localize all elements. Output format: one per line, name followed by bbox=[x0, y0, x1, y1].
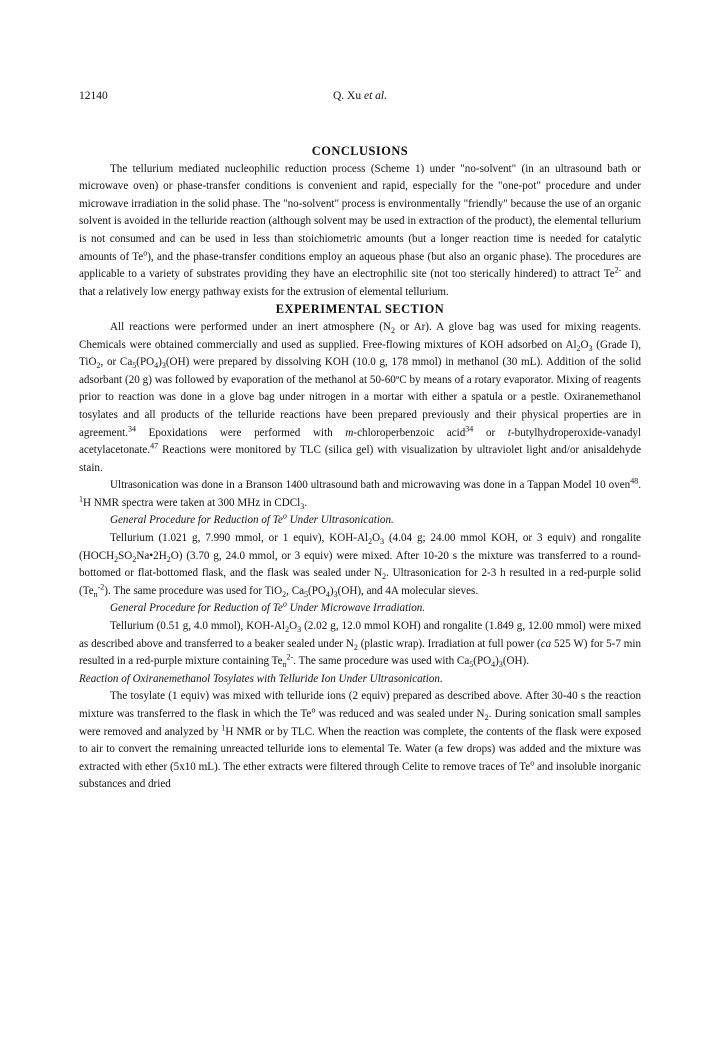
subhead-tosylates: Reaction of Oxiranemethanol Tosylates with Telluride Ion Under Ultrasonication. bbox=[79, 672, 443, 685]
experimental-paragraph-1: All reactions were performed under an inert atmosphere ($N_2$ or Ar). A glove bag was used for mixing reagents. Chemicals were obtained commercially and used as supplied. Free-flowing mixtures of KOH adsorbed on $Al_2O_3$ (Grade I), TiO$_2$, or $Ca_5(PO_4)_3(OH)$ were prepared by dissolving KOH (10.0 g, 178 mmol) in methanol (30 mL). Addition of the solid adsorbant (20 g) was followed by evaporation of the methanol at 50-60ºC by means of a rotary evaporator. Mixing of reagents prior to reaction was done in a glove bag under nitrogen in a mortar with either a spatula or a pestle. Oxiranemethanol tosylates and all products of the telluride reactions have been prepared previously and their physical properties are in agreement.$^{34}$ Epoxidations were performed with m-chloroperbenzoic acid$^{34}$ or t-butylhydroperoxide-vanadyl acetylacetonate.$^{47}$ Reactions were monitored by TLC (silica gel) with visualization by ultraviolet light and/or anisaldehyde stain. bbox=[79, 320, 641, 474]
running-head-etal: et al. bbox=[364, 90, 387, 102]
page-header bbox=[79, 90, 641, 110]
subhead-ultrasonication-text: General Procedure for Reduction of Te bbox=[110, 514, 283, 527]
subhead-microwave-text: General Procedure for Reduction of Te bbox=[110, 602, 283, 615]
subhead-ultrasonication: General Procedure for Reduction of Te$^o$ Under Ultrasonication. bbox=[110, 511, 394, 527]
page-number: 12140 bbox=[79, 90, 108, 102]
running-head-author: Q. Xu bbox=[333, 90, 362, 102]
experimental-paragraph-2: Ultrasonication was done in a Branson 1400 ultrasound bath and microwaving was done in a Tappan Model 10 oven$^{48}$. $^1$H NMR spectra were taken at 300 MHz in CDCl$_3$. bbox=[79, 476, 641, 512]
microwave-paragraph: Tellurium (0.51 g, 4.0 mmol), KOH-$Al_2O_3$ (2.02 g, 12.0 mmol KOH) and rongalite (1.849 g, 12.00 mmol) were mixed as described above and transferred to a beaker sealed under $N_2$ (plastic wrap). Irradiation at full power (ca 525 W) for 5-7 min resulted in a red-purple mixture containing $Te_n^{2-}$. The same procedure was used with $Ca_5(PO_4)_3(OH)$. bbox=[79, 620, 641, 670]
ultrasonication-paragraph: Tellurium (1.021 g, 7.990 mmol, or 1 equiv), KOH-$Al_2O_3$ (4.04 g; 24.00 mmol KOH, or 3 equiv) and rongalite $(HOCH_2SO_2Na•2H_2O)$ (3.70 g, 24.0 mmol, or 3 equiv) were mixed. After 10-20 s the mixture was transferred to a round-bottomed or flat-bottomed flask, and the flask was sealed under $N_2$. Ultrasonication for 2-3 h resulted in a red-purple solid $(Te_n^{-2})$. The same procedure was used for TiO$_2$, $Ca_5(PO_4)_3(OH)$, and 4A molecular sieves. bbox=[79, 532, 641, 600]
subhead-microwave-end: Under Microwave Irradiation. bbox=[286, 602, 426, 615]
subhead-microwave: General Procedure for Reduction of Te$^o$ Under Microwave Irradiation. bbox=[110, 599, 426, 615]
tosylates-paragraph: The tosylate (1 equiv) was mixed with telluride ions (2 equiv) prepared as described above. After 30-40 s the reaction mixture was transferred to the flask in which the Te$^o$ was reduced and was sealed under $N_2$. During sonication small samples were removed and analyzed by $^1$H NMR or by TLC. When the reaction was complete, the contents of the flask were exposed to air to convert the remaining unreacted telluride ions to elemental Te. Water (a few drops) was added and the mixture was extracted with ether (5x10 mL). The ether extracts were filtered through Celite to remove traces of Te$^o$ and insoluble inorganic substances and dried bbox=[79, 690, 642, 791]
conclusions-heading: CONCLUSIONS bbox=[311, 144, 409, 158]
article-body bbox=[79, 143, 641, 794]
conclusions-paragraph: The tellurium mediated nucleophilic reduction process (Scheme 1) under "no-solvent" (in an ultrasound bath or microwave oven) or phase-transfer conditions is convenient and rapid, especially for the "one-pot" procedure and under microwave irradiation in the solid phase. The "no-solvent" process is environmentally "friendly" because the use of an organic solvent is avoided in the telluride reaction (although solvent may be used in extraction of the product), the elemental tellurium is not consumed and can be used in less than stoichiometric amounts (but a longer reaction time is needed for catalytic amounts of Te$^o$), and the phase-transfer conditions employ an aqueous phase (but also an organic phase). The procedures are applicable to a variety of substrates providing they have an electrophilic site (not too sterically hindered) to attract $Te^{2-}$ and that a relatively low energy pathway exists for the extrusion of elemental tellurium. bbox=[79, 162, 641, 298]
running-head bbox=[79, 90, 641, 102]
subhead-ultrasonication-end: Under Ultrasonication. bbox=[286, 514, 394, 527]
experimental-heading: EXPERIMENTAL SECTION bbox=[275, 302, 445, 317]
